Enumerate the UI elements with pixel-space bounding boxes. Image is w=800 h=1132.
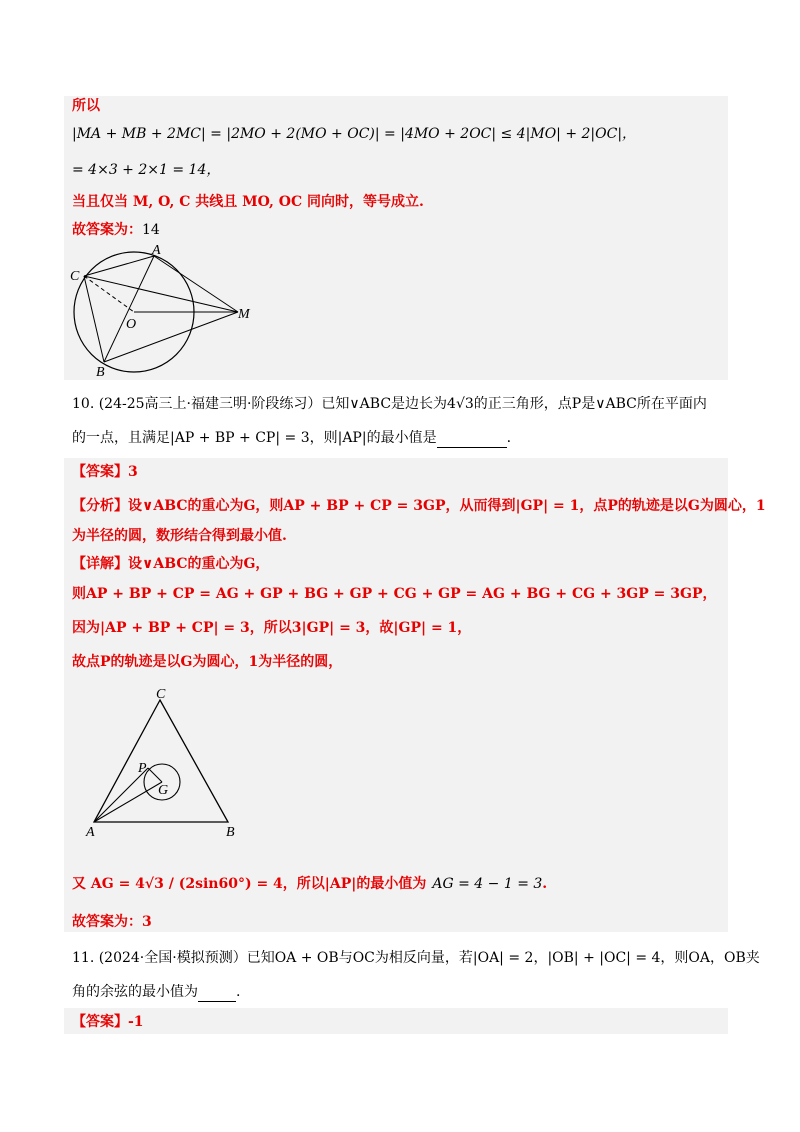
label-b2: B [226,825,235,840]
detail-text1: 设∨ABC的重心为G， [128,556,270,572]
seg-ca [84,256,154,276]
answer-tag-11: 【答案】 [72,1014,128,1030]
answer-tag-10: 【答案】 [72,464,128,480]
problem10-line2-end: . [506,430,512,446]
answer-prefix-9: 故答案为： [72,222,142,238]
label-m: M [238,307,250,322]
suoyi-label: 所以 [72,98,100,114]
final-line-a: 又 AG = 4√3 / (2sin60°) = 4，所以|AP|的最小值为 [72,876,427,892]
seg-cm [84,276,238,312]
answer-line-9 [72,220,160,240]
triangle-abc [94,700,228,822]
answer-line-10 [72,462,138,482]
answer-final-10 [72,912,152,932]
seg-pg [148,768,162,782]
detail-line3: 因为|AP + BP + CP| = 3，所以3|GP| = 3，故|GP| = 1， [72,620,472,636]
seg-am [154,256,238,312]
answer-value-9: 14 [142,222,160,238]
figure-circle-triangle [66,244,266,380]
equality-line: = 4×3 + 2×1 = 14， [72,162,221,178]
problem11-line2 [72,982,240,1002]
analysis-text1: 设∨ABC的重心为G，则AP + BP + CP = 3GP，从而得到|GP| = 1，点P的轨迹是以G为圆心，1 [128,498,766,514]
label-p: P [138,761,147,776]
answer-blank-11[interactable] [198,987,236,1002]
analysis-tag: 【分析】 [72,498,128,514]
final-line-10 [72,874,547,894]
answer-line-11 [72,1012,144,1032]
inequality-line [72,124,636,144]
answer-value-11: -1 [128,1014,144,1030]
final-answer-10: 3 [142,914,152,930]
label-a: A [152,244,161,258]
label-b: B [96,365,105,380]
detail-line1 [72,554,269,574]
label-c2: C [156,687,166,702]
label-o: O [126,317,137,332]
inequality-text: |MA + MB + 2MC| = |2MO + 2(MO + OC)| = |4MO + 2OC| ≤ 4|MO| + 2|OC|， [72,126,637,142]
detail-line4: 故点P的轨迹是以G为圆心，1为半径的圆， [72,654,343,670]
problem10-line2 [72,428,511,448]
analysis-line2: 为半径的圆，数形结合得到最小值. [72,528,287,544]
detail-line2: 则AP + BP + CP = AG + GP + BG + GP + CG + GP = AG + BG + CG + 3GP = 3GP， [72,586,717,602]
condition-line: 当且仅当 M, O, C 共线且 MO, OC 同向时，等号成立. [72,194,424,210]
problem11-line1: 11. (2024·全国·模拟预测）已知OA + OB与OC为相反向量，若|OA| = 2，|OB| + |OC| = 4，则OA，OB夹 [72,950,760,966]
label-g: G [158,783,169,798]
problem10-line2-text: 的一点，且满足|AP + BP + CP| = 3，则|AP|的最小值是 [72,430,437,446]
final-line-c: . [542,876,548,892]
final-line-b: AG = 4 − 1 = 3 [432,876,543,892]
label-a2: A [86,825,95,840]
analysis-line1 [72,496,766,516]
problem11-line2-text: 角的余弦的最小值为 [72,984,198,1000]
answer-block-11 [64,1008,728,1034]
figure-triangle-centroid [80,686,250,842]
answer-blank-10[interactable] [437,433,507,448]
label-c: C [70,269,80,284]
answer-value-10: 3 [128,464,138,480]
problem11-line2-end: . [236,984,241,1000]
answer-prefix-10: 故答案为： [72,914,142,930]
problem10-line1: 10. (24-25高三上·福建三明·阶段练习）已知∨ABC是边长为4√3的正三角形，点P是∨ABC所在平面内 [72,396,707,412]
detail-tag: 【详解】 [72,556,128,572]
